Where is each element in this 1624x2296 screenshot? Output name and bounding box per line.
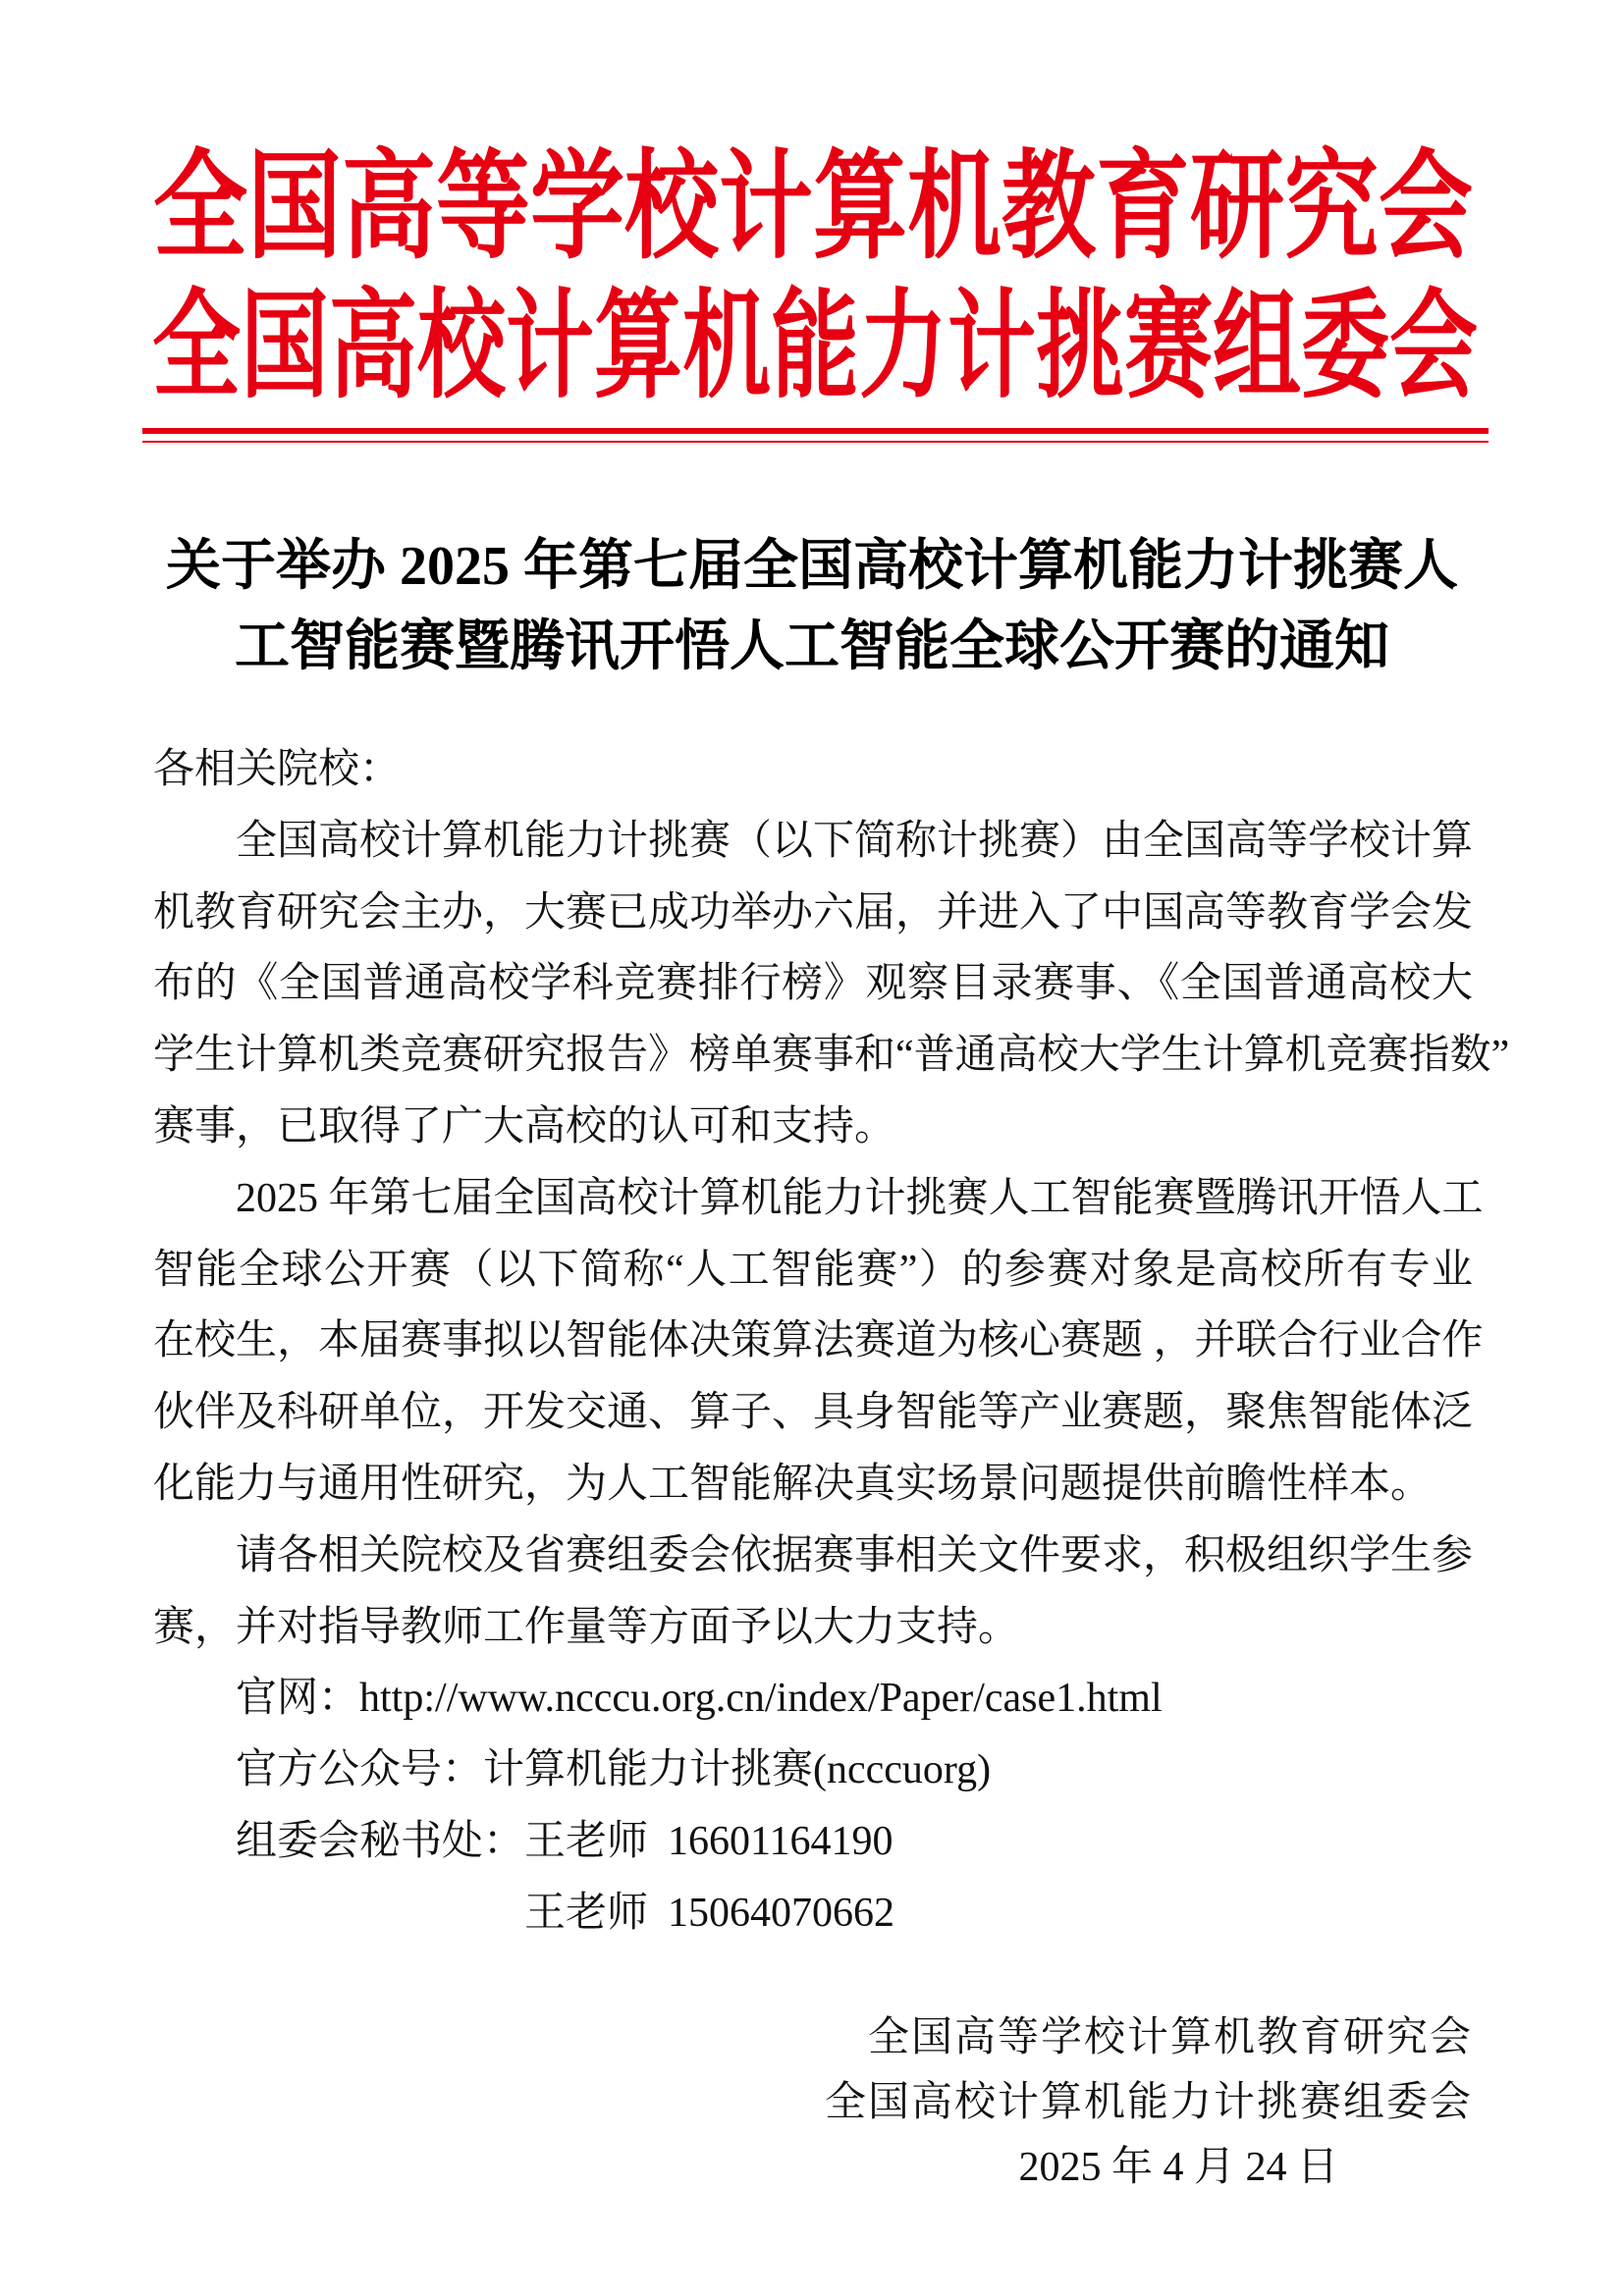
wechat-label: 官方公众号： [236, 1747, 484, 1793]
secretariat-line-2 [153, 1878, 1473, 1949]
document-body [153, 734, 1510, 1949]
paragraph-line: 学生计算机类竞赛研究报告》榜单赛事和“普通高校大学生计算机竞赛指数” [153, 1033, 1510, 1079]
paragraph-line: 化能力与通用性研究，为人工智能解决真实场景问题提供前瞻性样本。 [153, 1461, 1433, 1507]
paragraph-line: 请各相关院校及省赛组委会依据赛事相关文件要求，积极组织学生参 [236, 1532, 1474, 1578]
wechat-account: 计算机能力计挑赛(ncccuorg) [483, 1747, 992, 1793]
header-org-line-2: 全国高校计算机能力计挑赛组委会 [152, 276, 1478, 415]
signature-org-2: 全国高校计算机能力计挑赛组委会 [824, 2080, 1473, 2125]
signature-date: 2025 年 4 月 24 日 [1018, 2145, 1338, 2190]
wechat-line [153, 1735, 1473, 1806]
website-label: 官网： [236, 1676, 360, 1722]
paragraph-line: 在校生，本届赛事拟以智能体决策算法赛道为核心赛题 ，并联合行业合作 [153, 1318, 1484, 1364]
signature-block [153, 2005, 1473, 2200]
paragraph-line: 全国高校计算机能力计挑赛（以下简称计挑赛）由全国高等学校计算 [236, 818, 1474, 864]
paragraph-1 [153, 806, 1510, 1163]
paragraph-line: 赛事，已取得了广大高校的认可和支持。 [153, 1103, 896, 1149]
contact-name: 王老师 [524, 1890, 649, 1936]
header-org-line-1: 全国高等学校计算机教育研究会 [153, 135, 1473, 275]
secretariat-label: 组委会秘书处： [236, 1818, 525, 1864]
contact-name: 王老师 [524, 1818, 649, 1864]
title-line-2: 工智能赛暨腾讯开悟人工智能全球公开赛的通知 [235, 616, 1389, 677]
paragraph-line: 机教育研究会主办，大赛已成功举办六届，并进入了中国高等教育学会发 [153, 889, 1474, 935]
document-title [98, 526, 1526, 687]
secretariat-line [153, 1806, 1473, 1878]
signature-org-1: 全国高等学校计算机教育研究会 [867, 2015, 1473, 2060]
paragraph-line: 赛，并对指导教师工作量等方面予以大力支持。 [153, 1604, 1020, 1650]
paragraph-3 [153, 1521, 1473, 1664]
header-rule-thin [142, 441, 1489, 443]
salutation: 各相关院校： [153, 747, 402, 792]
paragraph-line: 伙伴及科研单位，开发交通、算子、具身智能等产业赛题，聚焦智能体泛 [153, 1390, 1474, 1436]
paragraph-line: 智能全球公开赛（以下简称“人工智能赛”）的参赛对象是高校所有专业 [153, 1247, 1473, 1293]
title-line-1: 关于举办 2025 年第七届全国高校计算机能力计挑赛人 [166, 536, 1458, 597]
header-rule-thick [142, 428, 1489, 434]
contact-phone: 16601164190 [668, 1818, 893, 1864]
website-url: http://www.ncccu.org.cn/index/Paper/case1.html [359, 1676, 1163, 1722]
contact-phone: 15064070662 [668, 1890, 895, 1936]
paragraph-line: 2025 年第七届全国高校计算机能力计挑赛人工智能赛暨腾讯开悟人工 [236, 1175, 1484, 1221]
paragraph-line: 布的《全国普通高校学科竞赛排行榜》观察目录赛事、《全国普通高校大 [153, 961, 1473, 1007]
paragraph-2 [153, 1163, 1484, 1521]
website-line [153, 1663, 1473, 1735]
